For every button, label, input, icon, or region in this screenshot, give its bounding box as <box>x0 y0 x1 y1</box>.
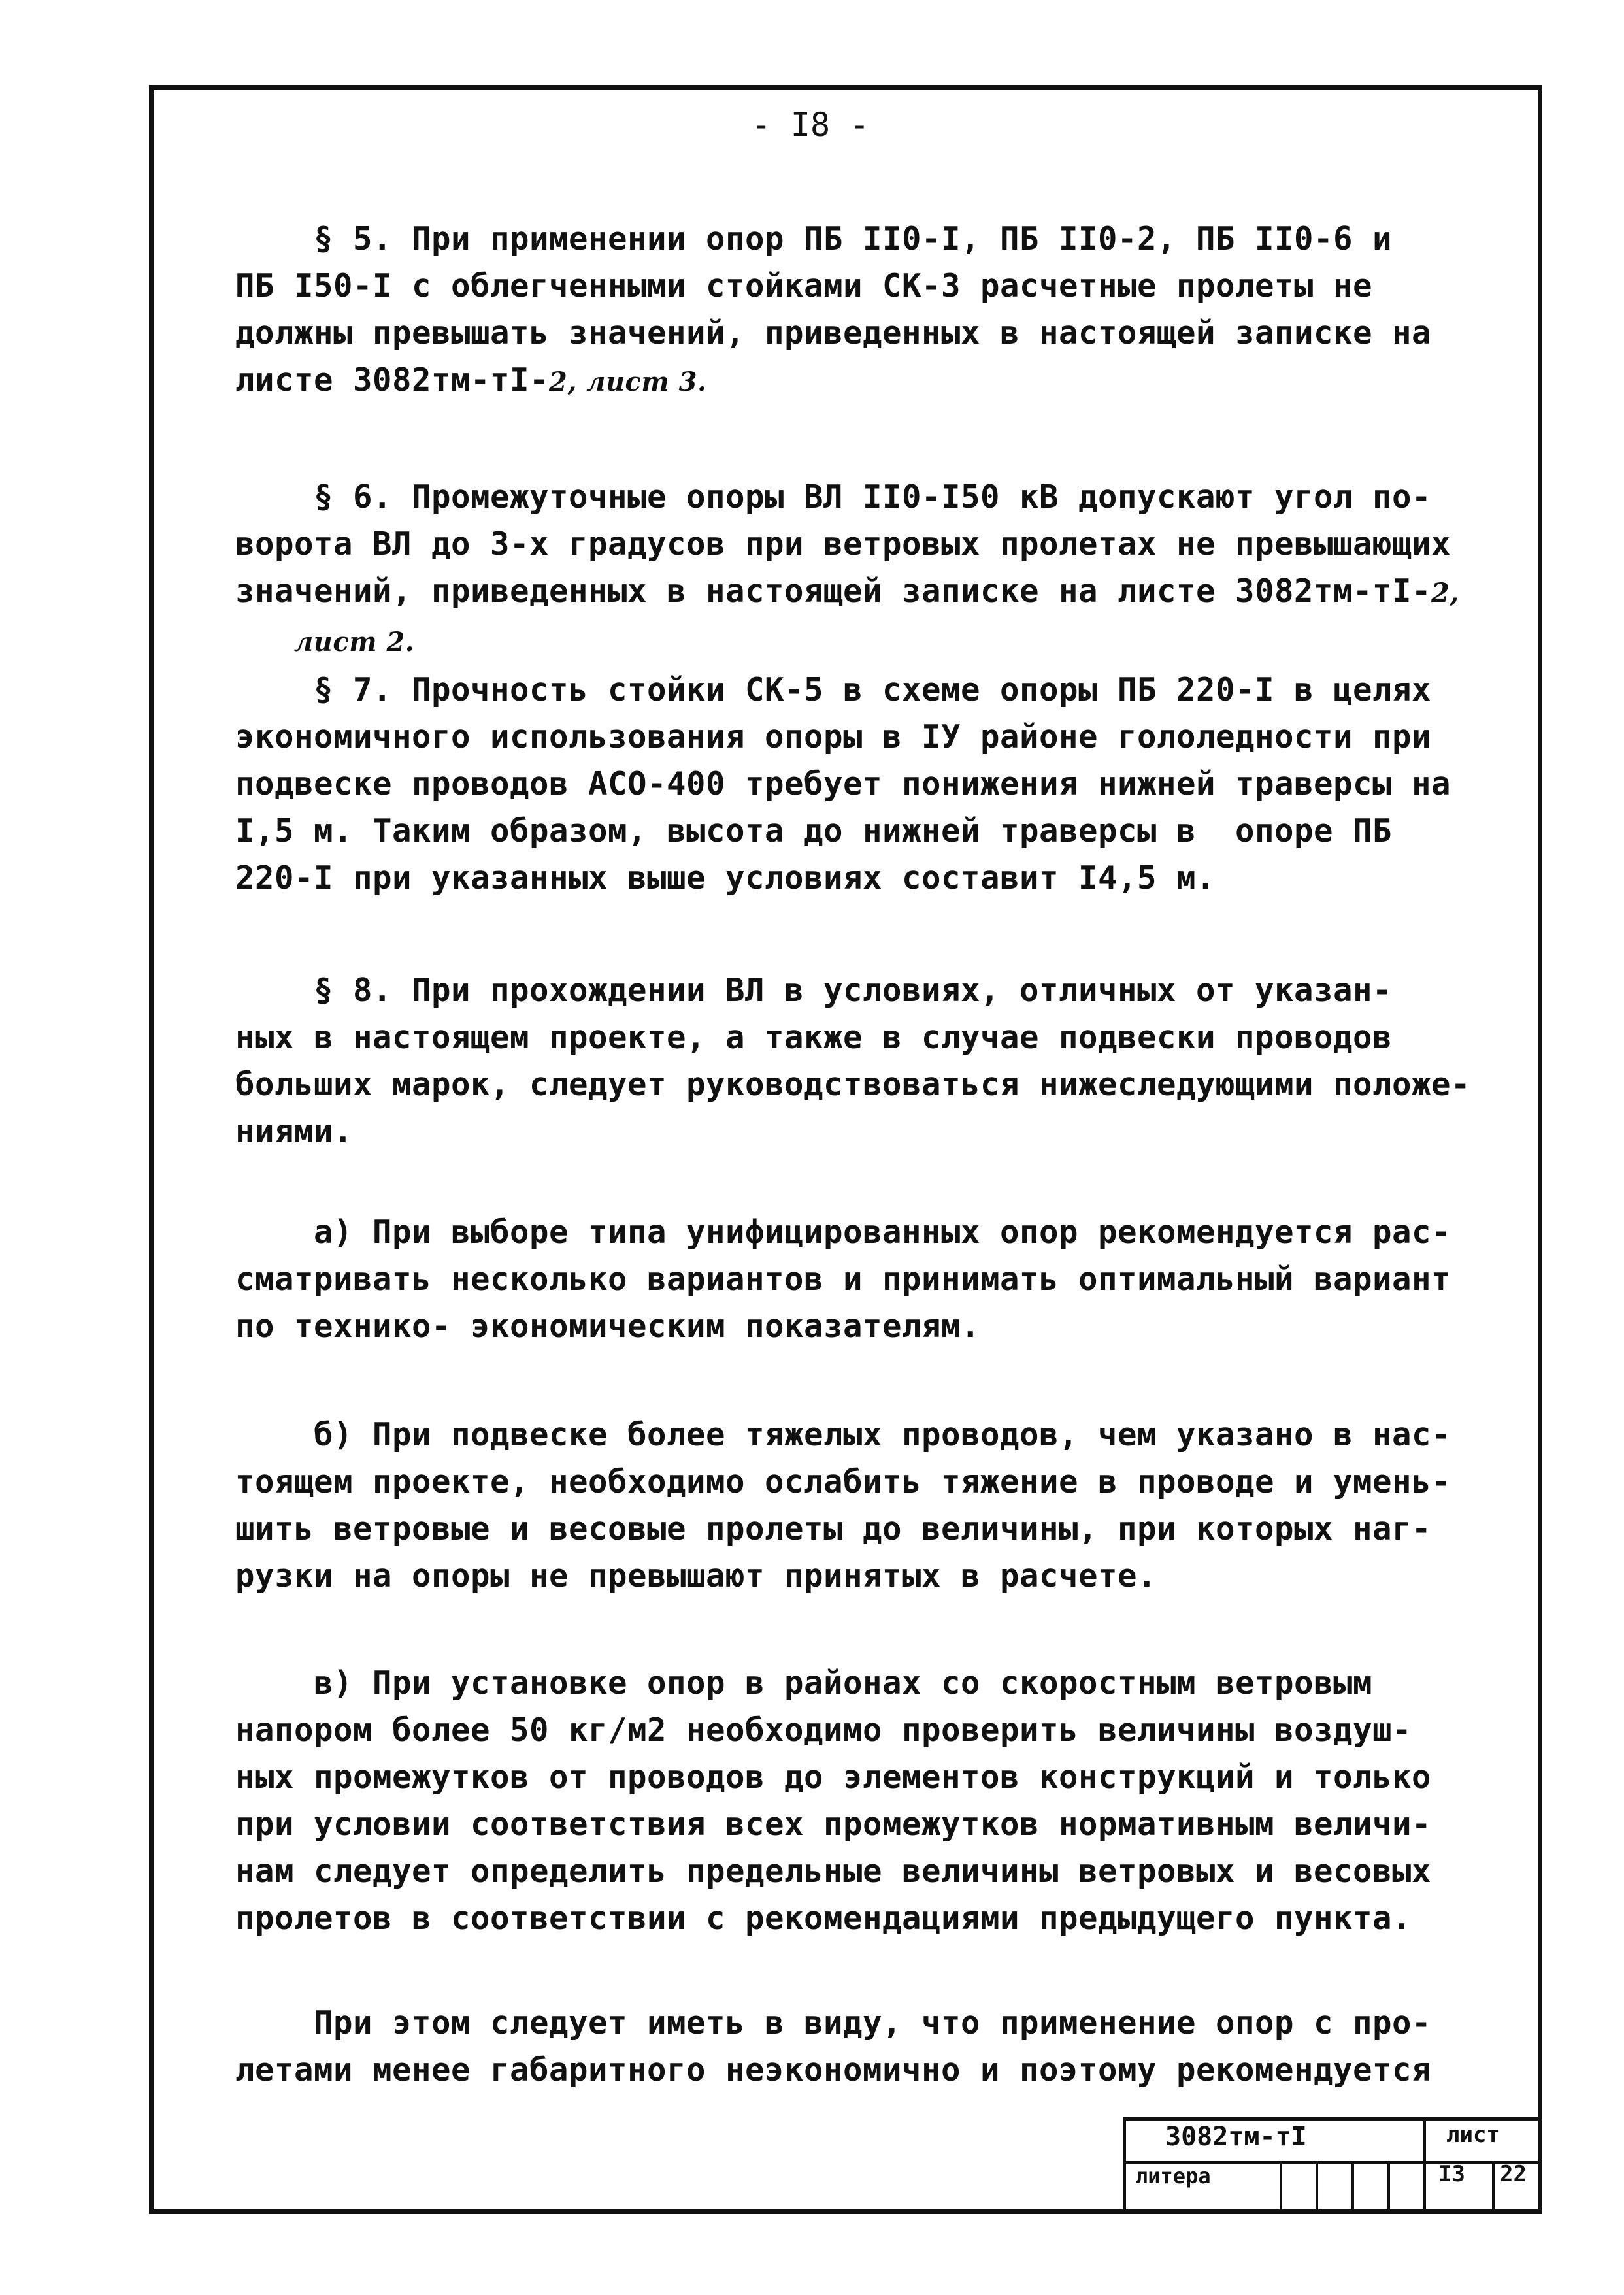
text-line: в) При установке опор в районах со скоростным ветровым <box>314 1664 1373 1702</box>
text-line: пролетов в соответствии с рекомендациями предыдущего пункта. <box>235 1900 1412 1937</box>
text-line: больших марок, следует руководствоваться нижеследующими положе- <box>235 1066 1471 1103</box>
paragraph-v <box>235 1660 1510 1942</box>
text-line: тоящем проекте, необходимо ослабить тяжение в проводе и умень- <box>235 1463 1451 1500</box>
text-line: б) При подвеске более тяжелых проводов, чем указано в нас- <box>314 1416 1451 1453</box>
handwritten-note: 2, <box>1431 578 1459 608</box>
text-line: значений, приведенных в настоящей записке на листе 3082тм-тI- <box>235 572 1432 610</box>
page-number: - I8 - <box>751 106 870 144</box>
text-line: должны превышать значений, приведенных в настоящей записке на <box>235 314 1432 352</box>
paragraph-b <box>235 1412 1510 1600</box>
stamp-divider <box>1387 2161 1390 2214</box>
paragraph-5 <box>235 216 1510 406</box>
text-line: листе 3082тм-тI- <box>235 361 550 399</box>
paragraph-6 <box>235 474 1510 666</box>
text-line: подвеске проводов АСО-400 требует понижения нижней траверсы на <box>235 765 1451 802</box>
text-line: летами менее габаритного неэкономично и поэтому рекомендуется <box>235 2051 1432 2089</box>
handwritten-note: лист 2. <box>294 627 415 657</box>
text-line: шить ветровые и весовые пролеты до величины, при которых наг- <box>235 1510 1432 1547</box>
text-line: ПБ I50-I с облегченными стойками СК-3 расчетные пролеты не <box>235 267 1373 305</box>
text-line: I,5 м. Таким образом, высота до нижней траверсы в опоре ПБ <box>235 812 1393 850</box>
stamp-sheet-total: 22 <box>1500 2161 1527 2187</box>
text-line: ниями. <box>235 1113 354 1150</box>
text-line: а) При выборе типа унифицированных опор рекомендуется рас- <box>314 1214 1451 1251</box>
stamp-sheet-label: лист <box>1446 2122 1500 2148</box>
text-line: при условии соответствия всех промежутков нормативным величи- <box>235 1806 1432 1843</box>
paragraph-8 <box>235 967 1510 1155</box>
text-line: экономичного использования опоры в IУ районе гололедности при <box>235 718 1432 755</box>
paragraph-final <box>235 2000 1510 2094</box>
stamp-doc-code: 3082тм-тI <box>1165 2122 1307 2152</box>
stamp-litera-label: литера <box>1135 2164 1211 2188</box>
text-line: § 7. Прочность стойки СК-5 в схеме опоры ПБ 220-I в целях <box>314 671 1432 708</box>
title-block-stamp <box>1123 2117 1542 2214</box>
stamp-sheet-number: I3 <box>1438 2161 1465 2187</box>
text-line: § 5. При применении опор ПБ II0-I, ПБ II0-2, ПБ II0-6 и <box>314 220 1393 257</box>
text-line: ворота ВЛ до 3-х градусов при ветровых пролетах не превышающих <box>235 525 1451 563</box>
stamp-divider <box>1423 2121 1426 2214</box>
text-line: § 8. При прохождении ВЛ в условиях, отличных от указан- <box>314 972 1393 1009</box>
stamp-divider <box>1280 2161 1282 2214</box>
stamp-divider <box>1351 2161 1354 2214</box>
text-line: сматривать несколько вариантов и принимать оптимальный вариант <box>235 1261 1451 1298</box>
text-line: по технико- экономическим показателям. <box>235 1308 981 1345</box>
text-line: ных в настоящем проекте, а также в случае подвески проводов <box>235 1019 1393 1056</box>
text-line: При этом следует иметь в виду, что применение опор с про- <box>314 2004 1432 2041</box>
handwritten-note: 2, лист 3. <box>549 367 707 397</box>
text-line: напором более 50 кг/м2 необходимо проверить величины воздуш- <box>235 1711 1412 1749</box>
stamp-divider <box>1492 2161 1495 2214</box>
stamp-divider <box>1316 2161 1318 2214</box>
text-line: 220-I при указанных выше условиях составит I4,5 м. <box>235 859 1216 897</box>
paragraph-a <box>235 1209 1510 1350</box>
paragraph-7 <box>235 667 1510 902</box>
text-line: § 6. Промежуточные опоры ВЛ II0-I50 кВ допускают угол по- <box>314 478 1432 516</box>
text-line: ных промежутков от проводов до элементов конструкций и только <box>235 1758 1432 1796</box>
text-line: рузки на опоры не превышают принятых в расчете. <box>235 1557 1157 1594</box>
text-line: нам следует определить предельные величины ветровых и весовых <box>235 1853 1432 1890</box>
